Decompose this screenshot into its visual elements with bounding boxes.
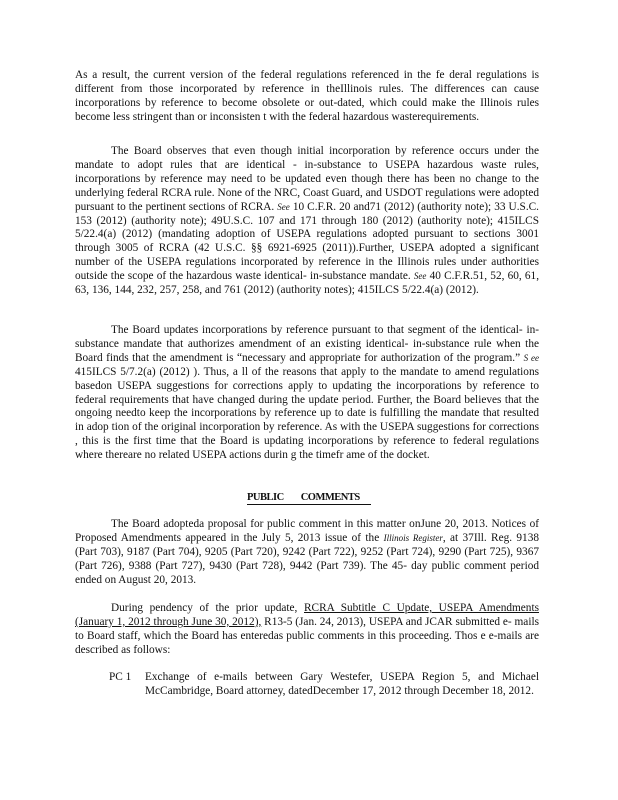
section-heading-public-comments <box>247 492 371 505</box>
citation-see-1: See <box>277 201 290 212</box>
paragraph-board-observes-text-1: The Board observes that even though initial incorporation by reference occurs under the mandate to adopt rules that are identical - in-substance to USEPA hazardous waste rules, incorporations by reference may need to be updated even though there has been no change to the underlying federal RCRA rule. None of the NRC, Coast Guard, and USDOT regulations were adopted pursuant to the pertinent sections of RCRA. <box>75 145 539 213</box>
heading-word-comments: COMMENTS <box>300 492 360 503</box>
paragraph-board-adopted-text-1: The Board adopteda proposal for public comment in this matter onJune 20, 2013. Notices of Proposed Amendments appeared in the July 5, 2013 issue of the <box>75 518 539 544</box>
paragraph-board-adopted-text-2: , at 37Ill. Reg. 9138 (Part 703), 9187 (Part 704), 9205 (Part 720), 9242 (Part 722), 9252 (Part 724), 9290 (Part 725), 9367 (Part 726), 9388 (Part 727), 9430 (Part 728), 9442 (Part 739). The 45- day public comment period ended on August 20, 2013. <box>75 531 540 586</box>
citation-see-3: S ee <box>523 352 539 363</box>
paragraph-during-pendency <box>75 602 539 658</box>
paragraph-during-pendency-text-2: R13-5 (Jan. 24, 2013), USEPA and JCAR submitted e- mails to Board staff, which the Board has enteredas public comments in this proceeding. Thos e e-mails are described as follows: <box>75 615 539 656</box>
paragraph-board-observes-text-2: 10 C.F.R. 20 and71 (2012) (authority note); 33 U.S.C. 153 (2012) (authority note); 49U.S.C. 107 and 171 through 180 (2012) (authority note); 415ILCS 5/22.4(a) (2012) (mandating adoption of USEPA regulations adopted pursuant to sections 3001 through 3005 of RCRA (42 U.S.C. §§ 6921-6925 (2011)).Further, USEPA adopted a significant number of the USEPA regulations incorporated by reference in the Illinois rules under authorities outside the scope of the hazardous waste identical- in-substance mandate. <box>75 200 540 283</box>
paragraph-board-observes-text-3: 40 C.F.R.51, 52, 60, 61, 63, 136, 144, 232, 257, 258, and 761 (2012) (authority notes); 415ILCS 5/22.4(a) (2012). <box>75 270 540 297</box>
public-comment-description: Exchange of e-mails between Gary Westefer, USEPA Region 5, and Michael McCambridge, Board attorney, datedDecember 17, 2012 through December 18, 2012. <box>145 671 539 697</box>
paragraph-incorporation-differences: As a result, the current version of the federal regulations referenced in the fe deral regulations is different from those incorporated by reference in theIllinois rules. The differences can cause incorporations by reference to become obsolete or out-dated, which could make the Illinois rules become less stringent than or inconsisten t with the federal hazardous wasterequirements. <box>75 69 539 123</box>
paragraph-during-pendency-text-1: During pendency of the prior update, <box>111 602 298 614</box>
paragraph-board-observes <box>75 145 539 298</box>
docket-title: RCRA Subtitle C Update, USEPA Amendments (January 1, 2012 through June 30, 2012), <box>75 602 539 628</box>
paragraph-board-updates-text-1: The Board updates incorporations by reference pursuant to that segment of the identical- in-substance mandate that authorizes amendment of an existing identical- in-substance rule when the Board finds that the amendment is “necessary and appropriate for authorization of the program.” <box>75 324 539 364</box>
heading-word-public: PUBLIC <box>247 492 284 503</box>
public-comment-label: PC 1 <box>109 671 132 683</box>
citation-see-2: See <box>413 271 427 282</box>
paragraph-board-updates <box>75 324 539 463</box>
paragraph-board-updates-text-2: 415ILCS 5/7.2(a) (2012) ). Thus, a ll of the reasons that apply to the mandate to amend regulations basedon USEPA suggestions for corrections apply to updating the incorporations by reference to federal requirements that have changed during the update period. Further, the Board believes that the ongoing needto keep the incorporations by reference up to date is fulfilling the mandate that resulted in adop tion of the original incorporation by reference. As with the USEPA suggestions for corrections , this is the first time that the Board is updating incorporations by reference to federal regulations where thereare no related USEPA actions durin g the timefr ame of the docket. <box>75 365 539 462</box>
illinois-register-title: Illinois Register <box>383 532 443 543</box>
paragraph-board-adopted <box>75 518 539 588</box>
